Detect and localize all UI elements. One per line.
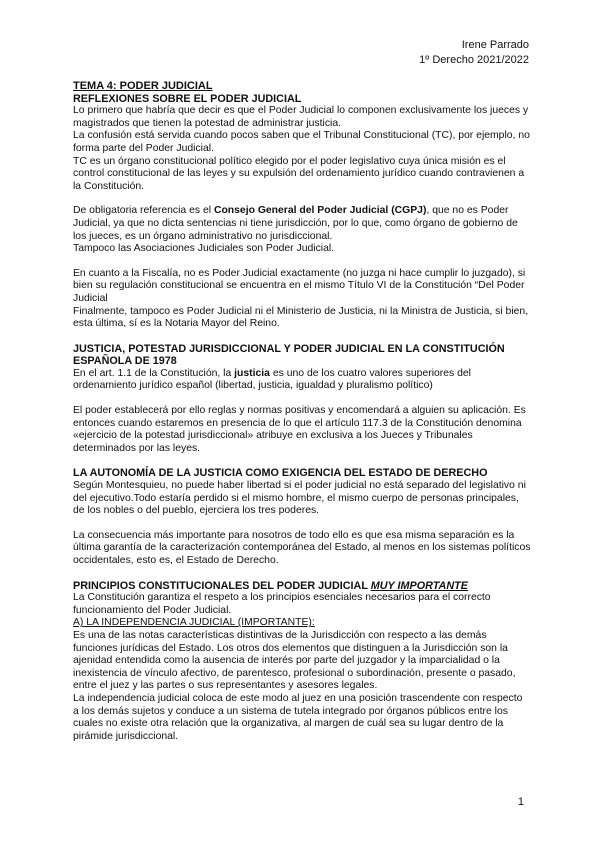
paragraph: Tampoco las Asociaciones Judiciales son Poder Judicial. xyxy=(73,243,335,255)
paragraph: Según Montesquieu, no puede haber libertad si el poder judicial no está separado del legislativo ni del ejecutivo.Todo estaría perdido si el mismo hombre, el mismo cuerpo de personas principales, de los nobles o del pueblo, ejerciera los tres poderes. xyxy=(73,480,526,517)
paragraph-justicia: En el art. 1.1 de la Constitución, la justicia es uno de los cuatro valores superiores del ordenamiento jurídico español (libertad, justicia, igualdad y pluralismo político) xyxy=(73,367,471,392)
paragraph: El poder establecerá por ello reglas y normas positivas y encomendará a alguien su aplicación. Es entonces cuando estaremos en presencia de lo que el artículo 117.3 de la Constitución denomina «ejercicio de la potestad jurisdiccional» atribuye en exclusiva a los Jueces y Tribunales determinados por las leyes. xyxy=(73,405,526,454)
page-header xyxy=(419,38,529,68)
muy-importante-label: MUY IMPORTANTE xyxy=(370,579,468,592)
paragraph: La independencia judicial coloca de este modo al juez en una posición trascendente con respecto a los demás sujetos y conduce a un sistema de tutela integrado por órganos públicos entre los cuales no existe otra relación que la organizativa, al margen de cuál sea su lugar dentro de la pirámide jurisdiccional. xyxy=(73,692,523,742)
paragraph: La Constitución garantiza el respeto a los principios esenciales necesarios para el correcto funcionamiento del Poder Judicial. xyxy=(73,592,491,616)
justicia-bold: justicia xyxy=(234,367,270,379)
paragraph-cgpj: De obligatoria referencia es el Consejo General del Poder Judicial (CGPJ), que no es Poder Judicial, ya que no dicta sentencias ni tiene jurisdicción, por lo que, como órgano de gobierno de los jueces, es un órgano administrativo no jurisdiccional. xyxy=(73,205,518,242)
paragraph: Es una de las notas características distintivas de la Jurisdicción con respecto a las demás funciones jurídicas del Estado. Los otros dos elementos que distinguen a la Jurisdicción son la ajenidad entendida como la ausencia de interés por parte del juzgador y la imparcialidad o la inexistencia de vínculo afectivo, de parentesco, profesional o subordinación, presente o pasado, entre el juez y las partes o sus representantes y asesores legales. xyxy=(73,629,516,692)
paragraph: TC es un órgano constitucional político elegido por el poder legislativo cuya única misión es el control constitucional de las leyes y su expulsión del ordenamiento jurídico cuando contravienen a la Constitución. xyxy=(73,155,525,192)
document-body xyxy=(73,80,531,743)
paragraph: La consecuencia más importante para nosotros de todo ello es que esa misma separación es la última garantía de la caracterización contemporánea del Estado, al menos en los sistemas políticos occidentales, esto es, el Estado de Derecho. xyxy=(73,529,531,566)
paragraph: La confusión está servida cuando pocos saben que el Tribunal Constitucional (TC), por ejemplo, no forma parte del Poder Judicial. xyxy=(73,130,530,154)
paragraph: Lo primero que habría que decir es que el Poder Judicial lo componen exclusivamente los jueces y magistrados que tienen la potestad de administrar justicia. xyxy=(73,105,529,129)
author-name: Irene Parrado xyxy=(461,39,529,51)
heading-justicia: JUSTICIA, POTESTAD JURISDICCIONAL Y PODER JUDICIAL EN LA CONSTITUCIÓN ESPAÑOLA DE 1978 xyxy=(73,342,505,368)
heading-autonomia: LA AUTONOMÍA DE LA JUSTICIA COMO EXIGENCIA DEL ESTADO DE DERECHO xyxy=(73,467,488,480)
paragraph: Finalmente, tampoco es Poder Judicial ni el Ministerio de Justicia, ni la Ministra de Justicia, si bien, esta última, sí es la Notaria Mayor del Reino. xyxy=(73,305,529,330)
page-number: 1 xyxy=(517,796,524,808)
subheading-independencia: A) LA INDEPENDENCIA JUDICIAL (IMPORTANTE): xyxy=(73,617,315,629)
tema-title: TEMA 4: PODER JUDICIAL xyxy=(73,80,213,92)
course-label: 1º Derecho 2021/2022 xyxy=(419,54,529,66)
heading-reflexiones: REFLEXIONES SOBRE EL PODER JUDICIAL xyxy=(73,92,302,105)
cgpj-bold: Consejo General del Poder Judicial (CGPJ) xyxy=(213,205,427,217)
heading-principios: PRINCIPIOS CONSTITUCIONALES DEL PODER JUDICIAL MUY IMPORTANTE xyxy=(73,579,468,592)
paragraph: En cuanto a la Fiscalía, no es Poder Judicial exactamente (no juzga ni hace cumplir lo juzgado), si bien su regulación constitucional se encuentra en el mismo Título VI de la Constitución “Del Poder Judicial xyxy=(73,267,526,304)
